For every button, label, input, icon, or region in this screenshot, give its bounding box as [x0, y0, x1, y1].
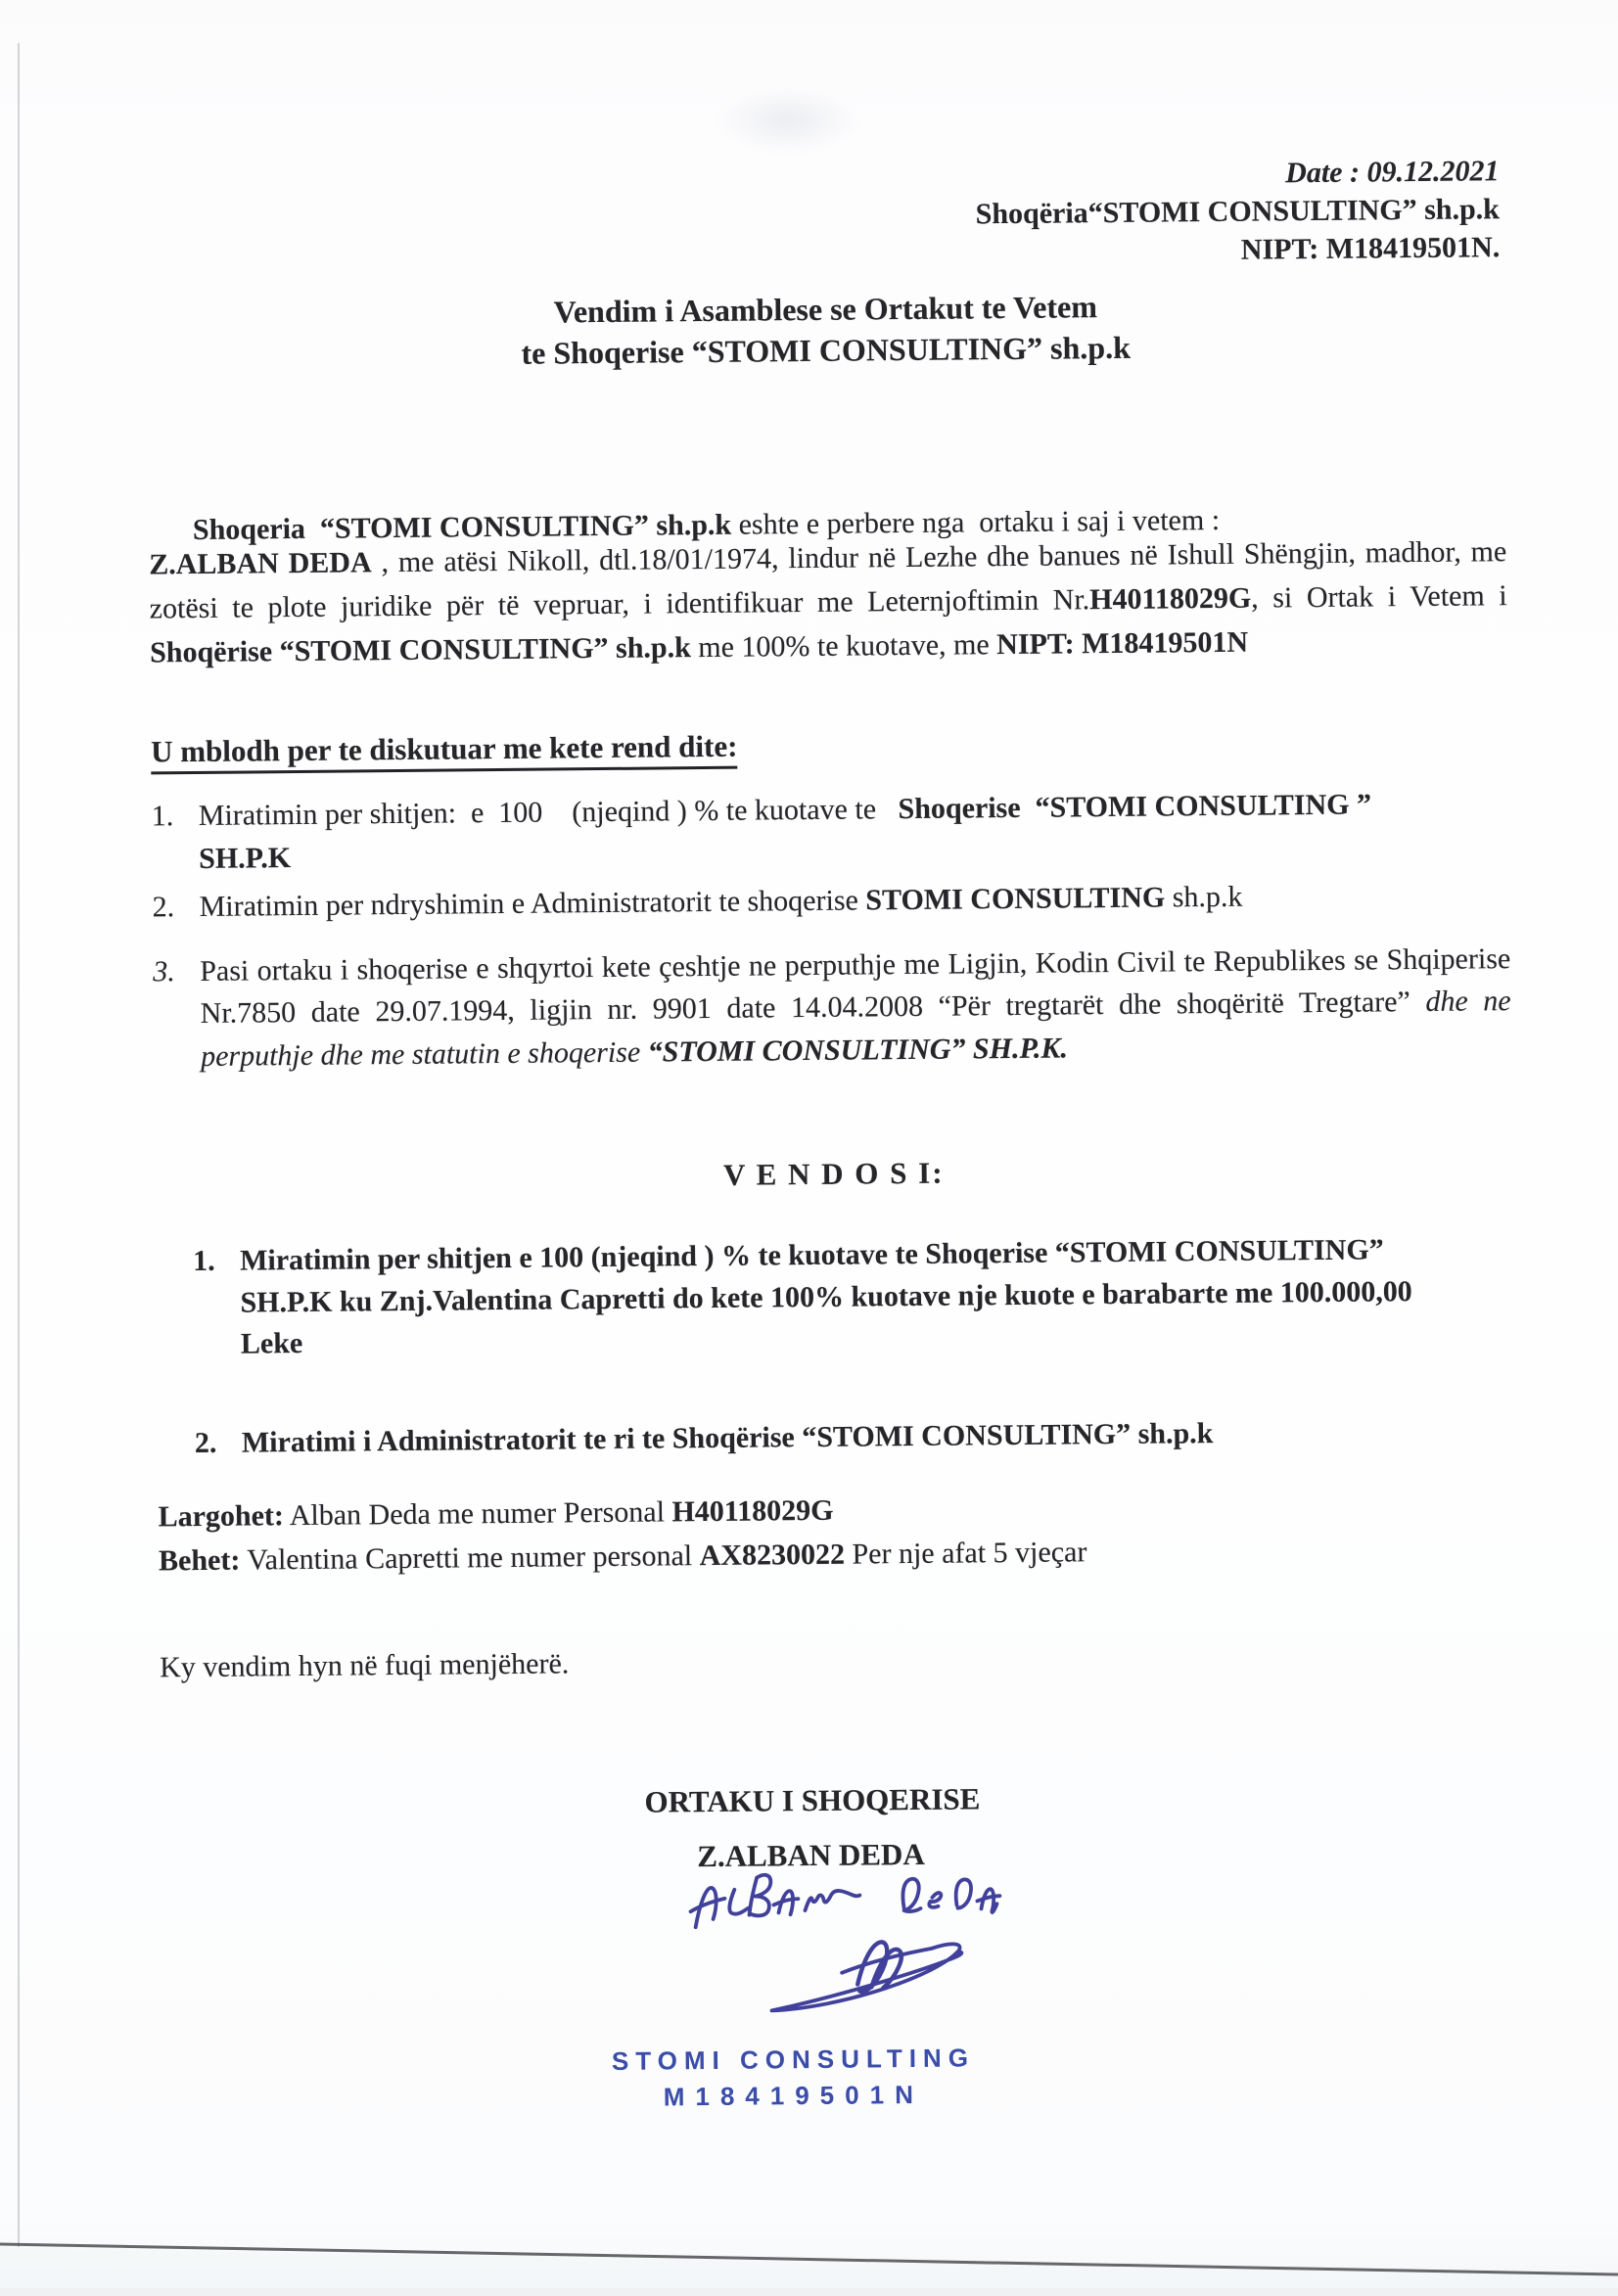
becomes-text: Valentina Capretti me numer personal	[240, 1539, 700, 1577]
partner-name: Z.ALBAN DEDA	[149, 546, 372, 581]
doc-company-name: Shoqëria“STOMI CONSULTING” sh.p.k	[975, 193, 1501, 231]
signatory-name: Z.ALBAN DEDA	[697, 1836, 925, 1874]
agenda-item-1-company: Shoqerise “STOMI CONSULTING ”	[898, 788, 1372, 826]
partner-nipt: NIPT: M18419501N	[996, 625, 1249, 662]
agenda-item-2-suffix: sh.p.k	[1165, 880, 1243, 914]
company-stamp	[115, 2036, 1473, 2121]
partner-seg3: me 100% te kuotave, me	[690, 628, 997, 665]
partner-company: Shoqërise “STOMI CONSULTING” sh.p.k	[149, 631, 691, 669]
effective-note: Ky vendim hyn në fuqi menjëherë.	[159, 1647, 570, 1684]
decision-item-2-number: 2.	[194, 1426, 217, 1459]
decision-item-1-line1: Miratimin per shitjen e 100 (njeqind ) % te kuotave te Shoqerise “STOMI CONSULTING”	[239, 1233, 1384, 1277]
decision-item-1-line2: SH.P.K ku Znj.Valentina Capretti do kete 100% kuotave nje kuote e barabarte me 100.000,00	[240, 1274, 1412, 1319]
agenda-item-3-number: 3.	[153, 954, 175, 987]
decision-heading: V E N D O S I:	[722, 1155, 945, 1192]
title-line-2: te Shoqerise “STOMI CONSULTING” sh.p.k	[521, 330, 1132, 372]
signatory-role: ORTAKU I SHOQERISE	[644, 1781, 981, 1819]
agenda-item-3	[153, 938, 1511, 1079]
handwritten-signature-alban-deda	[594, 1857, 1086, 2067]
decision-item-1-number: 1.	[192, 1244, 215, 1278]
agenda-item-2-number: 2.	[152, 891, 175, 924]
agenda-item-2-company: STOMI CONSULTING	[865, 881, 1166, 917]
partner-paragraph	[149, 529, 1507, 674]
agenda-item-3-text: Pasi ortaku i shoqerise e shqyrtoi kete çeshtje ne perputhje me Ligjin, Kodin Civil te Republikes se Shqiperise Nr.7850 date 29.07.1994, ligjin nr. 9901 date 14.04.2008 “Për tregtarët dhe shoqëritë Tregtare”	[200, 941, 1511, 1030]
agenda-list	[152, 782, 1512, 1078]
agenda-item-3-company: “STOMI CONSULTING” SH.P.K.	[647, 1031, 1069, 1069]
document-header	[145, 152, 1500, 279]
agenda-item-1-shpk: SH.P.K	[199, 841, 292, 875]
intro-text: eshte e perbere nga ortaku i saj i vetem :	[738, 503, 1221, 541]
decision-list	[193, 1228, 1515, 1464]
doc-nipt: NIPT: M18419501N.	[1240, 231, 1501, 266]
agenda-item-2-text: Miratimin per ndryshimin e Administratorit te shoqerise	[199, 884, 866, 923]
leaves-id: H40118029G	[671, 1493, 834, 1529]
stamp-company-name: STOMI CONSULTING	[611, 2043, 976, 2076]
decision-item-2	[195, 1410, 1515, 1465]
agenda-item-1-number: 1.	[151, 800, 174, 833]
becomes-suffix: Per nje afat 5 vjeçar	[844, 1536, 1087, 1571]
title-line-1: Vendim i Asamblese se Ortakut te Vetem	[553, 289, 1098, 330]
becomes-id: AX8230022	[699, 1538, 846, 1573]
stamp-nipt: M18419501N	[663, 2079, 925, 2112]
becomes-label: Behet:	[158, 1543, 241, 1578]
agenda-item-2	[152, 873, 1509, 929]
agenda-item-1-text: Miratimin per shitjen: e 100 (njeqind ) % te kuotave te	[198, 793, 899, 832]
agenda-item-3-italic: dhe ne perputhje dhe me statutin e shoqerise	[200, 985, 1511, 1073]
doc-date: Date : 09.12.2021	[1285, 155, 1500, 190]
decision-item-1-line3: Leke	[240, 1327, 303, 1360]
partner-seg1: , me atësi Nikoll, dtl.18/01/1974, lindur në Lezhe dhe banues në Ishull Shëngjin, madhor, me zotësi te plote juridike për të vepruar, i identifikuar me Leternjoftimin Nr.	[149, 535, 1507, 625]
partner-id: H40118029G	[1089, 581, 1252, 617]
agenda-item-1	[152, 782, 1510, 880]
intro-company: Shoqeria “STOMI CONSULTING” sh.p.k	[192, 508, 739, 546]
decision-item-1	[193, 1228, 1514, 1366]
decision-item-2-text: Miratimi i Administratorit te ri te Shoqërise “STOMI CONSULTING” sh.p.k	[241, 1416, 1214, 1459]
agenda-heading: U mblodh per te diskutuar me kete rend dite:	[151, 717, 1508, 774]
partner-seg2: , si Ortak i Vetem i	[1251, 579, 1507, 615]
leaves-label: Largohet:	[158, 1499, 285, 1534]
leaves-text: Alban Deda me numer Personal	[283, 1495, 672, 1533]
document-title	[147, 282, 1505, 378]
